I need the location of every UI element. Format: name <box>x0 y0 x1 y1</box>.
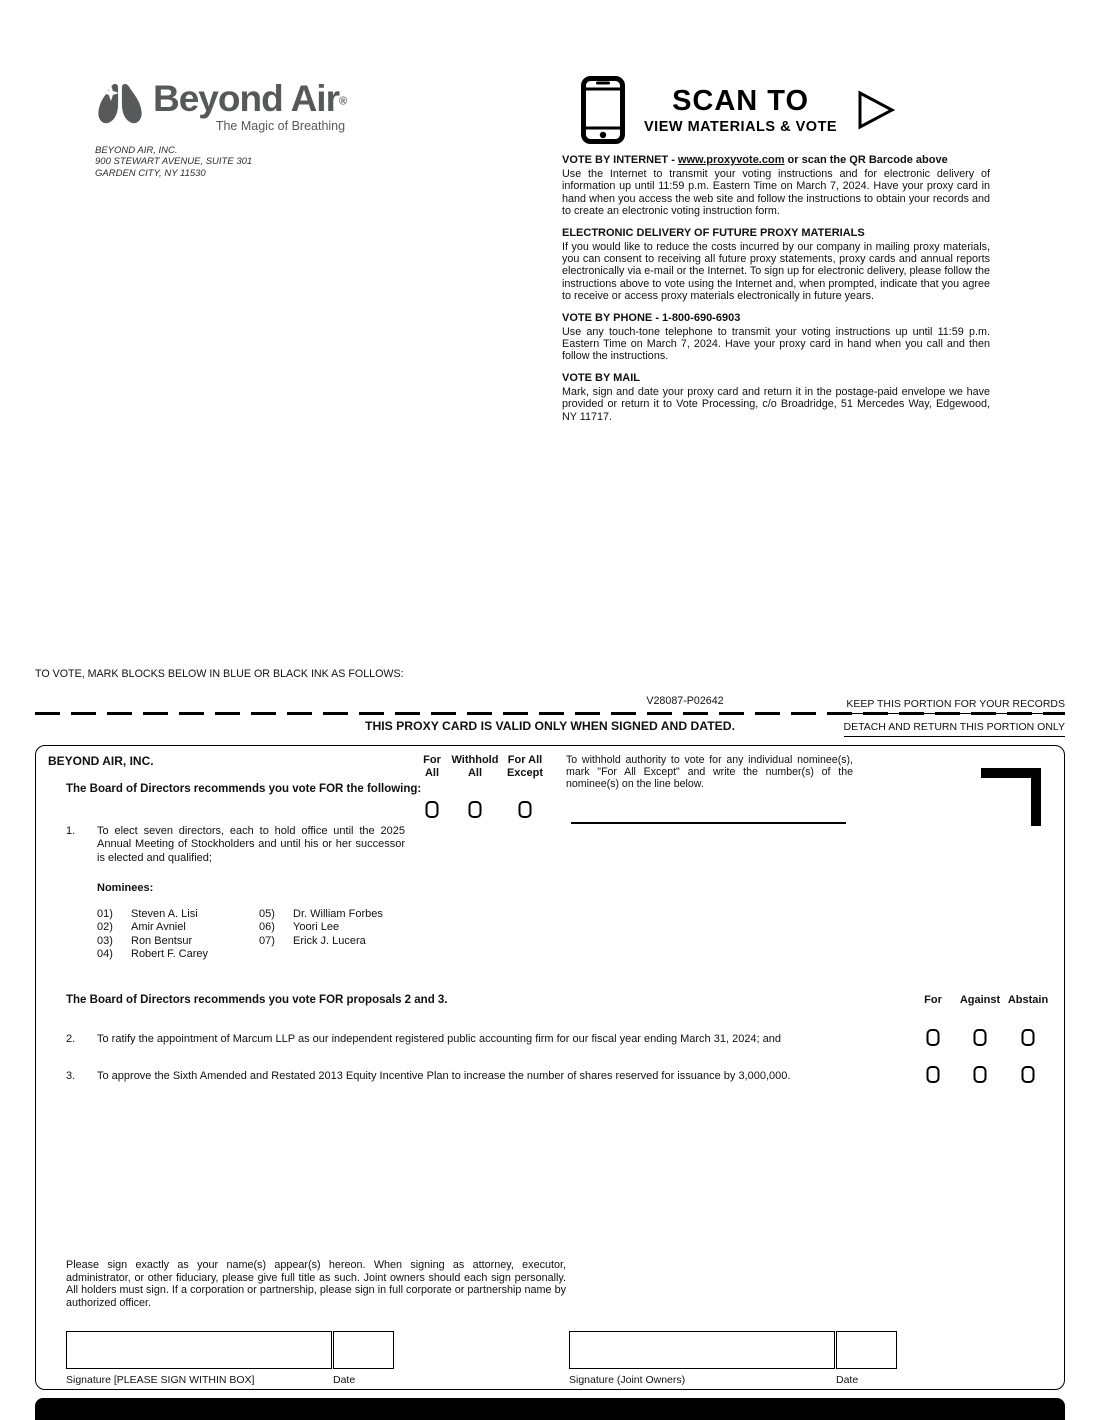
nominee-row: 01) Steven A. Lisi <box>97 908 198 920</box>
vote-by-mail-heading: VOTE BY MAIL <box>562 371 641 384</box>
proposal-1-number: 1. <box>66 825 76 837</box>
signature-box-joint[interactable] <box>569 1331 835 1369</box>
bottom-scan-bar <box>35 1398 1065 1420</box>
scan-to-title: SCAN TO <box>672 85 810 117</box>
date-box-joint[interactable] <box>836 1331 897 1369</box>
brand-block <box>95 80 347 179</box>
sender-street: 900 STEWART AVENUE, SUITE 301 <box>95 156 253 167</box>
withhold-instruction: To withhold authority to vote for any individual nominee(s), mark "For All Except" and write the number(s) of the nominee(s) on the line below. <box>566 754 853 791</box>
column-header-for: For <box>924 994 942 1006</box>
arrow-right-icon <box>855 88 897 132</box>
proposal-2-text: To ratify the appointment of Marcum LLP as our independent registered public accounting firm for our fiscal year ending March 31, 2024; and <box>97 1033 782 1045</box>
electronic-delivery-section <box>562 227 990 303</box>
date-joint-label: Date <box>836 1374 859 1386</box>
checkbox-p2-against[interactable] <box>974 1029 987 1046</box>
detach-return-note: DETACH AND RETURN THIS PORTION ONLY <box>844 721 1066 737</box>
ballot-company-name: BEYOND AIR, INC. <box>48 754 154 768</box>
proxyvote-link[interactable]: www.proxyvote.com <box>677 154 785 166</box>
company-logo <box>95 80 347 133</box>
brand-tagline: The Magic of Breathing <box>215 119 346 133</box>
vote-by-phone-body: Use any touch-tone telephone to transmit your voting instructions up until 11:59 p.m. Eastern Time on March 7, 2024. Have your proxy card in hand when you call and then follow the instructions. <box>562 325 990 363</box>
checkbox-p3-abstain[interactable] <box>1022 1066 1035 1083</box>
smartphone-icon <box>580 75 626 145</box>
column-header-for-all-except: For All Except <box>506 754 544 779</box>
board-recommendation-2: The Board of Directors recommends you vote FOR proposals 2 and 3. <box>66 994 448 1006</box>
date-box-primary[interactable] <box>333 1331 394 1369</box>
nominees-label: Nominees: <box>97 882 154 894</box>
nominee-row: 04) Robert F. Carey <box>97 948 209 961</box>
signature-joint-label: Signature (Joint Owners) <box>569 1374 686 1386</box>
vote-by-internet-body: Use the Internet to transmit your voting instructions and for electronic delivery of information up until 11:59 p.m. Eastern Time on March 7, 2024. Have your proxy card in hand when you access the web site and follow the instructions to obtain your records and to create an electronic voting instruction form. <box>562 168 990 218</box>
nominees-left-column <box>97 908 208 962</box>
lungs-icon <box>95 80 145 126</box>
brand-name: Beyond Air <box>153 78 339 119</box>
valid-when-signed-note: THIS PROXY CARD IS VALID ONLY WHEN SIGNED AND DATED. <box>365 719 735 733</box>
control-number: V28087-P02642 <box>646 695 724 707</box>
signature-primary-label: Signature [PLEASE SIGN WITHIN BOX] <box>66 1374 255 1386</box>
sender-address <box>95 145 347 180</box>
checkbox-for-all[interactable] <box>426 801 439 818</box>
proposal-3-number: 3. <box>66 1070 76 1082</box>
vote-by-mail-body: Mark, sign and date your proxy card and return it in the postage-paid envelope we have provided or return it to Vote Processing, c/o Broadridge, 51 Mercedes Way, Edgewood, NY 11717. <box>562 385 990 423</box>
nominee-row: 06) Yoori Lee <box>259 921 340 934</box>
nominee-row: 02) Amir Avniel <box>97 921 186 934</box>
date-primary-label: Date <box>333 1374 356 1386</box>
vote-by-phone-heading: VOTE BY PHONE - 1-800-690-6903 <box>562 311 741 324</box>
corner-registration-mark <box>981 768 1041 826</box>
proposal-2-number: 2. <box>66 1033 76 1045</box>
registered-mark: ® <box>338 95 348 108</box>
vote-by-mail-section <box>562 372 990 423</box>
nominee-row: 03) Ron Bentsur <box>97 934 193 947</box>
scan-to-vote-banner <box>580 75 990 145</box>
mark-blocks-instruction: TO VOTE, MARK BLOCKS BELOW IN BLUE OR BLACK INK AS FOLLOWS: <box>35 668 404 680</box>
electronic-delivery-heading: ELECTRONIC DELIVERY OF FUTURE PROXY MATERIALS <box>562 226 865 239</box>
checkbox-p3-for[interactable] <box>927 1066 940 1083</box>
checkbox-p2-abstain[interactable] <box>1022 1029 1035 1046</box>
sender-city: GARDEN CITY, NY 11530 <box>95 167 206 179</box>
nominees-right-column <box>259 908 383 948</box>
checkbox-p2-for[interactable] <box>927 1029 940 1046</box>
for-all-except-writein-line[interactable] <box>571 822 846 824</box>
electronic-delivery-body: If you would like to reduce the costs incurred by our company in mailing proxy materials, you can consent to receiving all future proxy statements, proxy cards and annual reports electronically via e-mail or the Internet. To sign up for electronic delivery, please follow the instructions above to vote using the Internet and, when prompted, indicate that you agree to receive or access proxy materials electronically in future years. <box>562 240 990 303</box>
ballot-card <box>35 745 1065 1390</box>
scan-to-subtitle: VIEW MATERIALS & VOTE <box>644 119 838 135</box>
column-header-withhold-all: Withhold All <box>451 754 499 779</box>
nominee-row: 07) Erick J. Lucera <box>259 934 366 947</box>
checkbox-p3-against[interactable] <box>974 1066 987 1083</box>
proposal-1-text: To elect seven directors, each to hold office until the 2025 Annual Meeting of Stockholders and until his or her successor is elected and qualified; <box>97 825 405 864</box>
vote-by-phone-section <box>562 312 990 363</box>
keep-portion-note: KEEP THIS PORTION FOR YOUR RECORDS <box>846 698 1065 714</box>
board-recommendation-1: The Board of Directors recommends you vote FOR the following: <box>66 783 422 795</box>
column-header-for-all: For All <box>423 754 441 779</box>
column-header-against: Against <box>959 994 1001 1006</box>
checkbox-for-all-except[interactable] <box>519 801 532 818</box>
nominee-row: 05) Dr. William Forbes <box>259 908 383 920</box>
perforation-dashed-line <box>35 712 1065 715</box>
sender-name: BEYOND AIR, INC. <box>95 144 178 156</box>
signature-instructions: Please sign exactly as your name(s) appear(s) hereon. When signing as attorney, executor, administrator, or other fiduciary, please give full title as such. Joint owners should each sign personally. All holders must sign. If a corporation or partnership, please sign in full corporate or partnership name by authorized officer. <box>66 1259 566 1309</box>
checkbox-withhold-all[interactable] <box>469 801 482 818</box>
vote-by-internet-section <box>562 154 990 218</box>
proposal-3-text: To approve the Sixth Amended and Restated 2013 Equity Incentive Plan to increase the number of shares reserved for issuance by 3,000,000. <box>97 1070 791 1082</box>
signature-box-primary[interactable] <box>66 1331 332 1369</box>
column-header-abstain: Abstain <box>1007 994 1049 1006</box>
vote-by-internet-heading: VOTE BY INTERNET - www.proxyvote.com or scan the QR Barcode above <box>562 154 948 166</box>
vote-methods-column <box>562 75 990 423</box>
